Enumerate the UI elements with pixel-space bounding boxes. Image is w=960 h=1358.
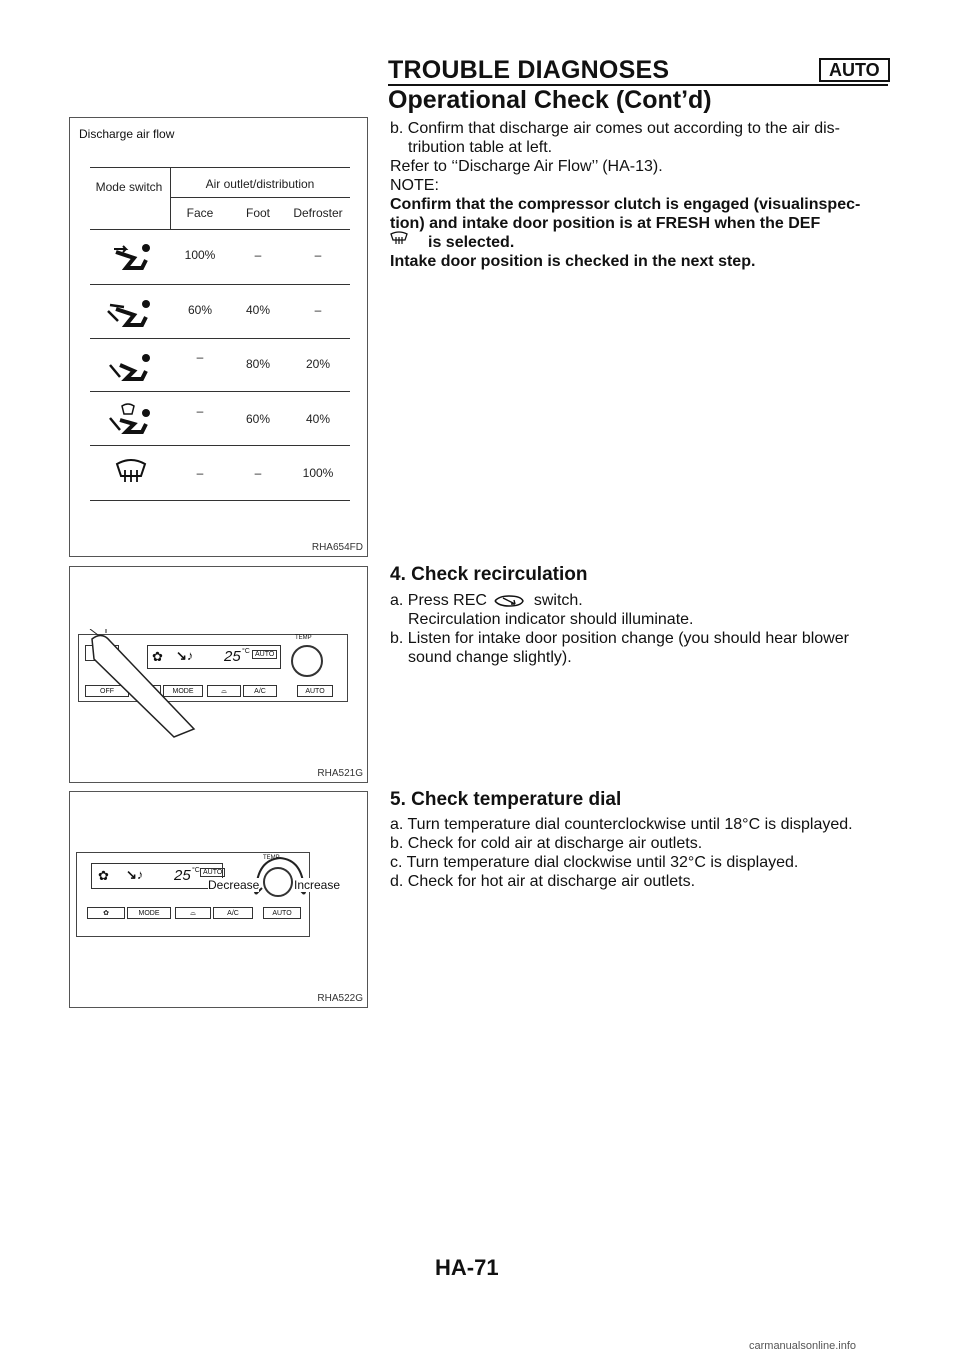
cell-r4-def: 40% bbox=[305, 412, 331, 426]
display-temp: 25 bbox=[174, 867, 191, 884]
recirculation-figure bbox=[69, 566, 368, 783]
defrost-button[interactable]: ⌓ bbox=[175, 907, 211, 919]
auto-button[interactable]: AUTO bbox=[263, 907, 301, 919]
section-subtitle: Operational Check (Cont’d) bbox=[388, 86, 712, 114]
note-line3: is selected. bbox=[428, 234, 515, 251]
face-vent-icon bbox=[112, 240, 152, 272]
sec4-a1: a. Press REC bbox=[390, 592, 487, 609]
foot-defrost-icon bbox=[106, 402, 152, 434]
sec4-a2: Recirculation indicator should illuminate. bbox=[408, 611, 694, 628]
refer-line: Refer to ‘‘Discharge Air Flow’’ (HA-13). bbox=[390, 158, 663, 175]
sec4-a-row bbox=[390, 591, 900, 610]
auto-button[interactable]: AUTO bbox=[297, 685, 333, 697]
temp-dial[interactable] bbox=[291, 645, 323, 677]
cell-r2-foot: 40% bbox=[245, 303, 271, 317]
bi-level-vent-icon bbox=[106, 295, 152, 327]
increase-label: Increase bbox=[294, 878, 341, 892]
auto-indicator: AUTO bbox=[252, 650, 277, 659]
section-4-title: 4. Check recirculation bbox=[390, 564, 588, 585]
lcd-display bbox=[91, 863, 223, 889]
watermark: carmanualsonline.info bbox=[749, 1340, 857, 1352]
ac-button[interactable]: A/C bbox=[243, 685, 277, 697]
note-line3-row bbox=[390, 233, 890, 252]
sec5-a: a. Turn temperature dial counterclockwise until 18°C is displayed. bbox=[390, 816, 853, 833]
decrease-label: Decrease bbox=[208, 878, 260, 892]
mode-button[interactable]: MODE bbox=[163, 685, 203, 697]
col-defroster: Defroster bbox=[293, 206, 343, 220]
cell-r5-def: 100% bbox=[302, 466, 334, 480]
discharge-air-flow-figure bbox=[69, 117, 368, 557]
cell-r2-def: – bbox=[314, 303, 322, 317]
sec5-d: d. Check for hot air at discharge air outlets. bbox=[390, 873, 696, 890]
step-b-line1: b. Confirm that discharge air comes out according to the air dis- bbox=[390, 120, 840, 137]
cell-r2-face: 60% bbox=[187, 303, 213, 317]
defroster-icon bbox=[114, 458, 148, 486]
discharge-check-text bbox=[390, 119, 890, 271]
cell-r5-face: – bbox=[196, 466, 204, 480]
note-line2: tion) and intake door position is at FRESH when the DEF bbox=[390, 215, 821, 232]
section-title: TROUBLE DIAGNOSES bbox=[388, 56, 670, 84]
cell-r1-face: 100% bbox=[184, 248, 216, 262]
defrost-button[interactable]: ⌓ bbox=[207, 685, 241, 697]
sec5-b: b. Check for cold air at discharge air outlets. bbox=[390, 835, 703, 852]
sec4-a1b: switch. bbox=[533, 592, 583, 609]
fan-icon: ✿ bbox=[152, 649, 163, 664]
rec-icon bbox=[493, 595, 527, 607]
figure-title: Discharge air flow bbox=[79, 127, 175, 141]
step-b-line2: tribution table at left. bbox=[408, 139, 553, 156]
cell-r1-foot: – bbox=[254, 248, 262, 262]
auto-indicator: AUTO bbox=[200, 868, 225, 877]
fan-icon: ✿ bbox=[98, 868, 109, 883]
cell-r5-foot: – bbox=[254, 466, 262, 480]
temp-unit: °C bbox=[242, 648, 250, 655]
section-5-body bbox=[390, 815, 910, 891]
sec4-b1: b. Listen for intake door position change (you should hear blower bbox=[390, 630, 849, 647]
mode-vent-icon: ↘♪ bbox=[126, 867, 144, 882]
temp-dial-label: TEMP bbox=[295, 635, 312, 641]
auto-badge: AUTO bbox=[819, 58, 890, 82]
cell-r4-face: – bbox=[196, 404, 204, 418]
note-label: NOTE: bbox=[390, 177, 439, 194]
sec4-b2: sound change slightly). bbox=[408, 649, 572, 666]
section-5-title: 5. Check temperature dial bbox=[390, 789, 622, 810]
cell-r1-def: – bbox=[314, 248, 322, 262]
figure-code: RHA522G bbox=[317, 993, 363, 1004]
mode-switch-header: Mode switch bbox=[95, 180, 163, 194]
figure-code: RHA654FD bbox=[311, 542, 363, 553]
finger-illustration bbox=[84, 629, 204, 739]
fan-button[interactable]: ✿ bbox=[87, 907, 125, 919]
note-line4: Intake door position is checked in the next step. bbox=[390, 253, 756, 270]
cell-r3-def: 20% bbox=[305, 357, 331, 371]
ac-button[interactable]: A/C bbox=[213, 907, 253, 919]
mode-vent-icon: ↘♪ bbox=[176, 648, 194, 663]
cell-r3-foot: 80% bbox=[245, 357, 271, 371]
temperature-dial-figure bbox=[69, 791, 368, 1008]
display-temp: 25 bbox=[224, 648, 241, 665]
cell-r4-foot: 60% bbox=[245, 412, 271, 426]
figure-code: RHA521G bbox=[317, 768, 363, 779]
page-number: HA-71 bbox=[435, 1255, 499, 1280]
air-outlet-header: Air outlet/distribution bbox=[205, 177, 315, 191]
col-face: Face bbox=[186, 206, 214, 220]
temp-dial-label: TEMP bbox=[263, 855, 280, 861]
section-4-body bbox=[390, 591, 900, 667]
foot-vent-icon bbox=[106, 349, 152, 381]
off-button[interactable]: OFF bbox=[85, 685, 129, 697]
mode-button[interactable]: MODE bbox=[127, 907, 171, 919]
cell-r3-face: – bbox=[196, 350, 204, 364]
col-foot: Foot bbox=[245, 206, 270, 220]
note-line1: Confirm that the compressor clutch is engaged (visualinspec- bbox=[390, 196, 861, 213]
def-icon bbox=[390, 231, 408, 245]
sec5-c: c. Turn temperature dial clockwise until 32°C is displayed. bbox=[390, 854, 799, 871]
temp-unit: °C bbox=[192, 867, 200, 874]
